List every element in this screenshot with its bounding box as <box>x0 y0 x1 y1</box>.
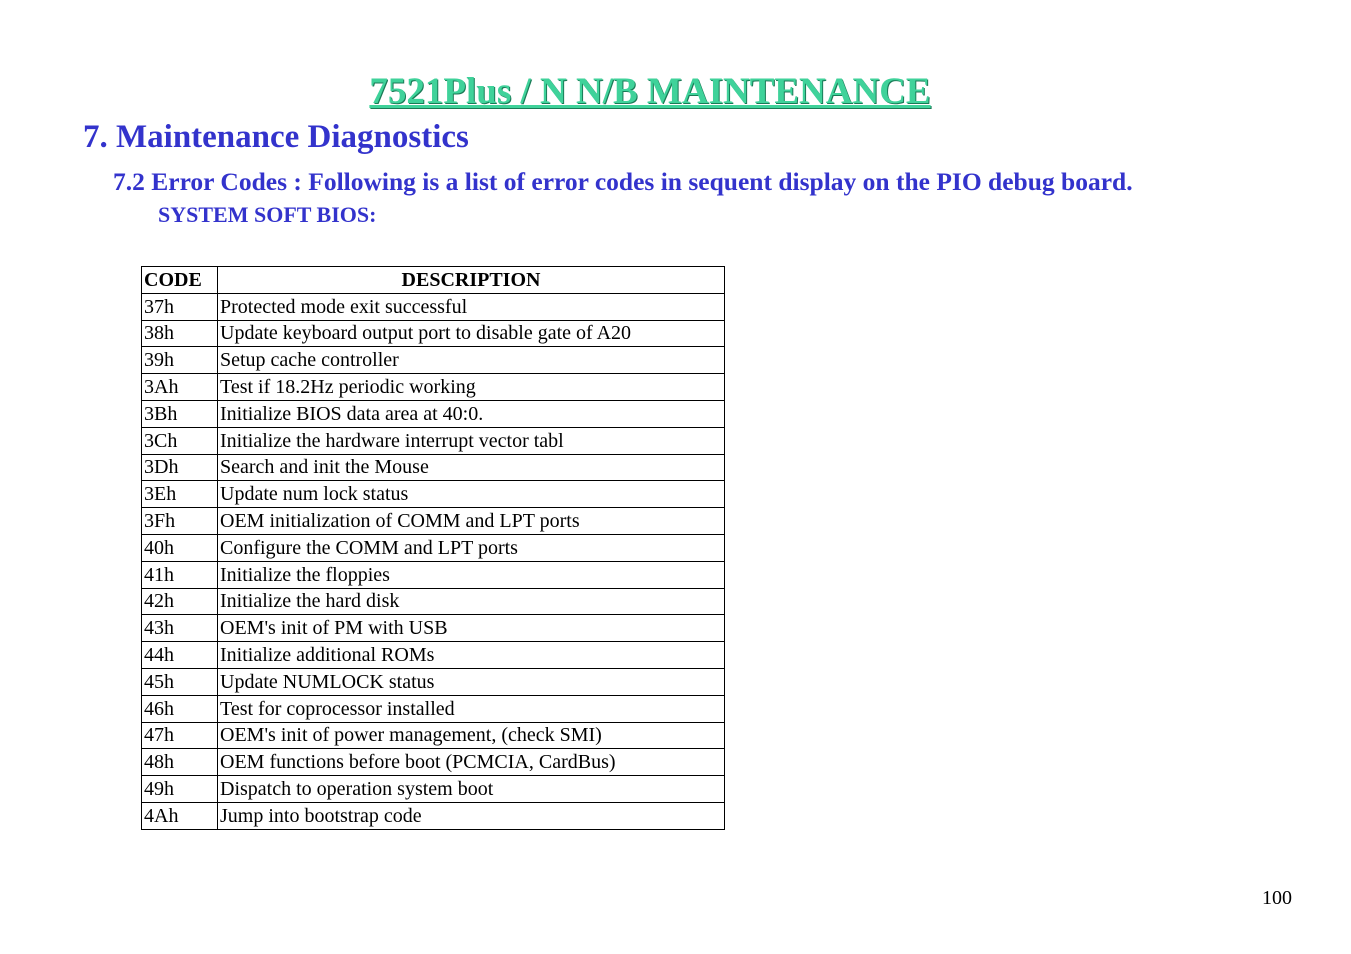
error-description-cell: Initialize BIOS data area at 40:0. <box>218 400 725 427</box>
error-description-cell: Update NUMLOCK status <box>218 668 725 695</box>
error-code-cell: 3Dh <box>142 454 218 481</box>
error-code-cell: 3Ah <box>142 374 218 401</box>
table-row <box>142 749 725 776</box>
table-row <box>142 534 725 561</box>
table-row <box>142 776 725 803</box>
error-code-cell: 39h <box>142 347 218 374</box>
error-description-cell: Jump into bootstrap code <box>218 802 725 829</box>
table-row <box>142 427 725 454</box>
error-description-cell: Initialize the hardware interrupt vector tabl <box>218 427 725 454</box>
error-description-cell: Dispatch to operation system boot <box>218 776 725 803</box>
error-description-cell: Setup cache controller <box>218 347 725 374</box>
error-description-cell: Initialize additional ROMs <box>218 642 725 669</box>
table-row <box>142 695 725 722</box>
error-code-cell: 3Bh <box>142 400 218 427</box>
document-title: 7521Plus / N N/B MAINTENANCE <box>369 71 931 112</box>
error-code-cell: 48h <box>142 749 218 776</box>
error-description-cell: OEM's init of PM with USB <box>218 615 725 642</box>
error-code-cell: 41h <box>142 561 218 588</box>
table-row <box>142 561 725 588</box>
error-description-cell: OEM functions before boot (PCMCIA, CardBus) <box>218 749 725 776</box>
table-row <box>142 615 725 642</box>
error-code-cell: 43h <box>142 615 218 642</box>
error-code-cell: 3Fh <box>142 508 218 535</box>
bios-subheading: SYSTEM SOFT BIOS: <box>158 202 377 227</box>
table-row <box>142 508 725 535</box>
error-code-cell: 37h <box>142 293 218 320</box>
error-code-cell: 38h <box>142 320 218 347</box>
subsection-heading: 7.2 Error Codes : Following is a list of error codes in sequent display on the PIO debug board. <box>113 167 1133 196</box>
table-row <box>142 454 725 481</box>
table-row <box>142 642 725 669</box>
error-code-cell: 42h <box>142 588 218 615</box>
error-code-cell: 47h <box>142 722 218 749</box>
error-description-cell: OEM's init of power management, (check SMI) <box>218 722 725 749</box>
error-description-cell: Initialize the floppies <box>218 561 725 588</box>
error-code-cell: 46h <box>142 695 218 722</box>
table-row <box>142 293 725 320</box>
error-description-cell: OEM initialization of COMM and LPT ports <box>218 508 725 535</box>
error-description-cell: Protected mode exit successful <box>218 293 725 320</box>
error-description-cell: Update num lock status <box>218 481 725 508</box>
error-description-cell: Search and init the Mouse <box>218 454 725 481</box>
table-row <box>142 802 725 829</box>
error-code-cell: 44h <box>142 642 218 669</box>
table-row <box>142 668 725 695</box>
table-row <box>142 320 725 347</box>
error-code-cell: 40h <box>142 534 218 561</box>
error-codes-table <box>141 266 725 830</box>
table-row <box>142 722 725 749</box>
table-row <box>142 347 725 374</box>
page-number: 100 <box>1262 887 1292 909</box>
code-column-header: CODE <box>142 267 218 294</box>
error-description-cell: Configure the COMM and LPT ports <box>218 534 725 561</box>
error-code-cell: 4Ah <box>142 802 218 829</box>
table-row <box>142 374 725 401</box>
section-heading: 7. Maintenance Diagnostics <box>83 119 469 155</box>
table-header-row <box>142 267 725 294</box>
table-row <box>142 588 725 615</box>
error-code-cell: 45h <box>142 668 218 695</box>
table-row <box>142 481 725 508</box>
table-row <box>142 400 725 427</box>
error-code-cell: 3Eh <box>142 481 218 508</box>
error-description-cell: Update keyboard output port to disable gate of A20 <box>218 320 725 347</box>
error-description-cell: Test for coprocessor installed <box>218 695 725 722</box>
error-description-cell: Test if 18.2Hz periodic working <box>218 374 725 401</box>
error-code-cell: 3Ch <box>142 427 218 454</box>
description-column-header: DESCRIPTION <box>218 267 725 294</box>
error-code-cell: 49h <box>142 776 218 803</box>
error-description-cell: Initialize the hard disk <box>218 588 725 615</box>
